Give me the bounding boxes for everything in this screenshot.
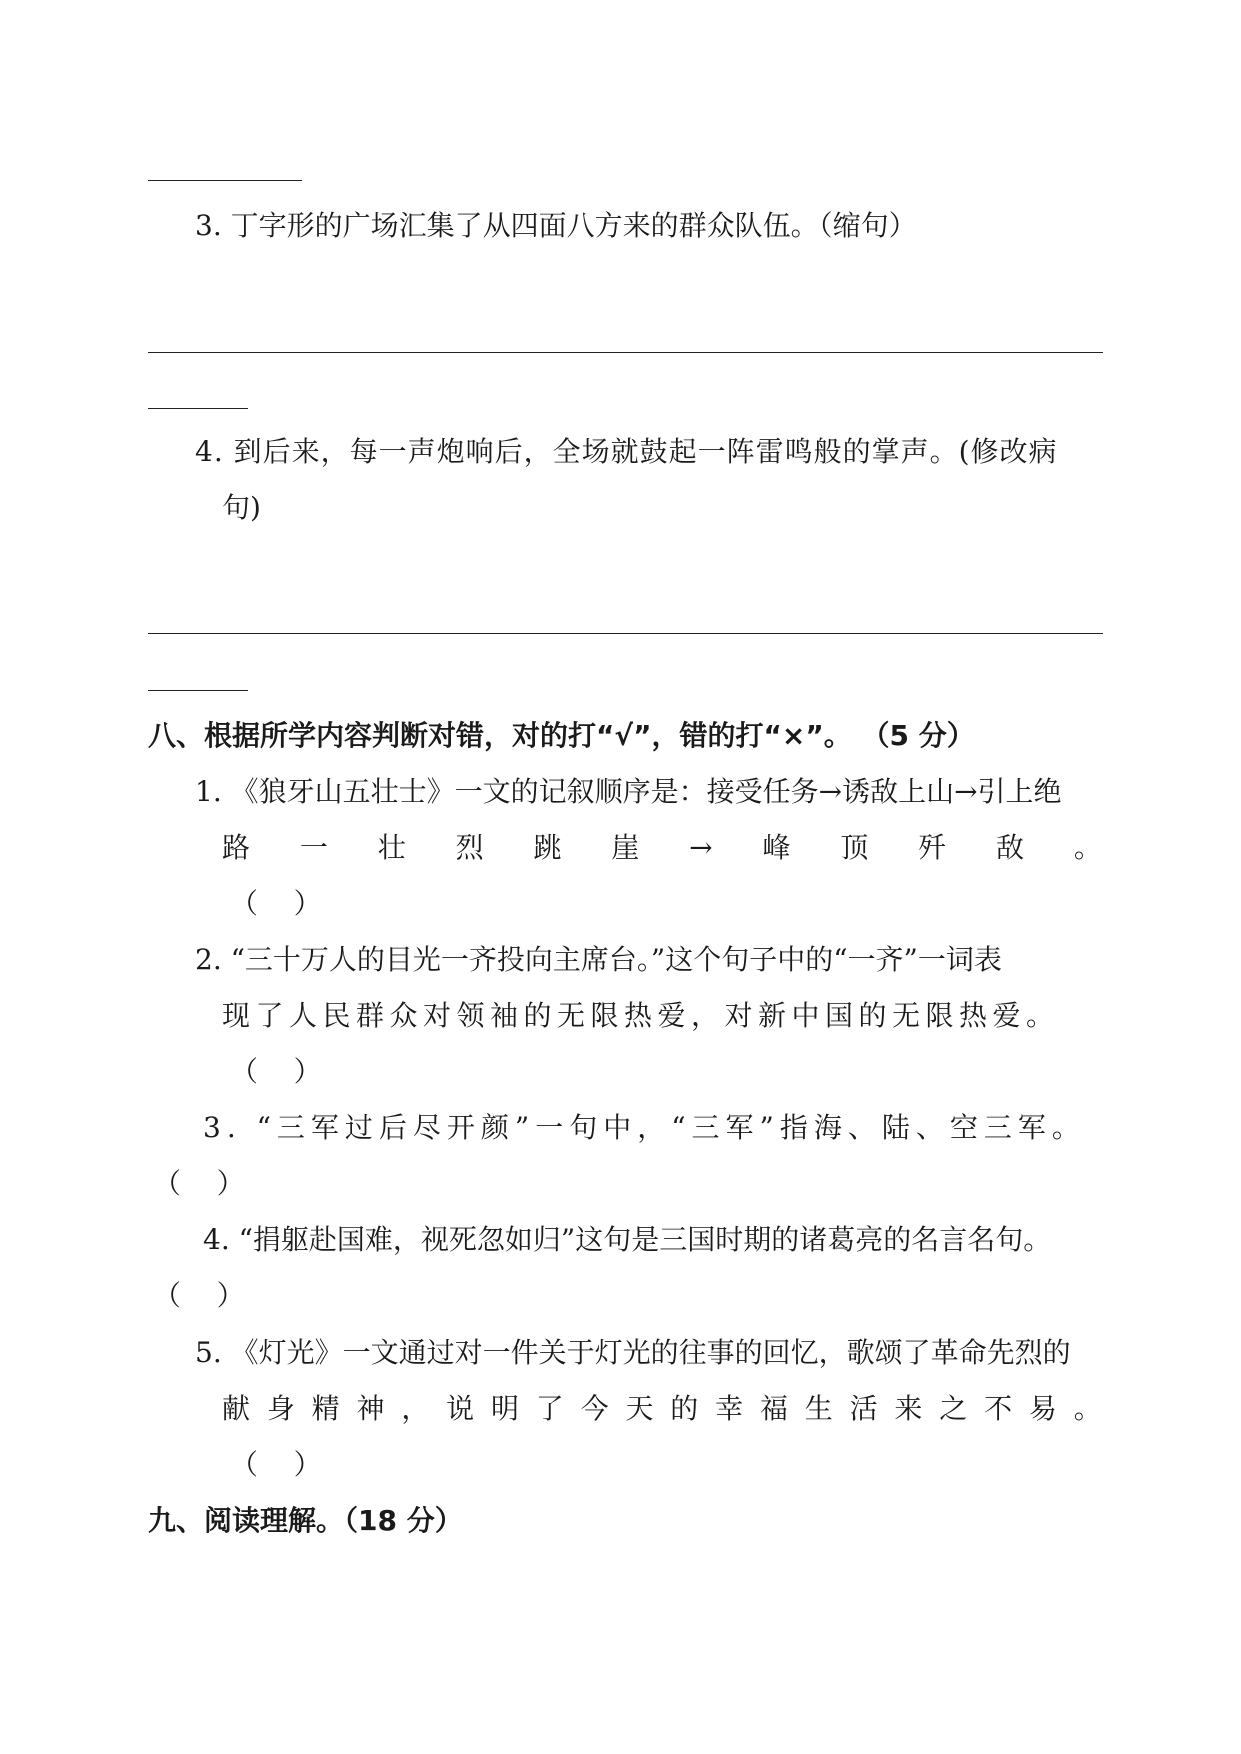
spread-char: 跳 — [533, 831, 562, 864]
spread-char: 一 — [299, 831, 328, 864]
spread-char: 幸 — [715, 1392, 744, 1425]
spread-char: 歼 — [918, 831, 947, 864]
answer-parentheses[interactable]: （ ） — [153, 1167, 245, 1200]
spread-char: 崖 — [611, 831, 640, 864]
answer-line — [148, 633, 1103, 634]
spread-char: 献 — [222, 1392, 251, 1425]
spread-char: 不 — [984, 1392, 1013, 1425]
answer-parentheses[interactable]: （ ） — [230, 1448, 322, 1481]
spread-char: → — [689, 831, 713, 864]
spread-char: 路 — [222, 831, 251, 864]
spread-char: 之 — [939, 1392, 968, 1425]
spread-char: 今 — [580, 1392, 609, 1425]
spread-char: 壮 — [377, 831, 406, 864]
judgment-item-1: 1. 《狼牙山五壮士》一文的记叙顺序是：接受任务→诱敌上山→引上绝 — [195, 775, 1062, 808]
judgment-item-2: 2. “三十万人的目光一齐投向主席台。”这个句子中的“一齐”一词表 — [195, 943, 1002, 976]
judgment-item-2-cont: 现了人民群众对领袖的无限热爱，对新中国的无限热爱。 — [222, 999, 1060, 1032]
judgment-item-5: 5. 《灯光》一文通过对一件关于灯光的往事的回忆，歌颂了革命先烈的 — [195, 1336, 1071, 1369]
spread-char: 活 — [849, 1392, 878, 1425]
spread-char: 峰 — [762, 831, 791, 864]
answer-line — [148, 180, 302, 181]
section-8-heading: 八、根据所学内容判断对错，对的打“√”，错的打“×”。 （5 分） — [148, 719, 975, 752]
spread-char: 说 — [446, 1392, 475, 1425]
spread-char: 。 — [1073, 831, 1102, 864]
spread-char: 生 — [804, 1392, 833, 1425]
answer-line — [148, 408, 248, 409]
spread-char: 来 — [894, 1392, 923, 1425]
question-4-text: 4. 到后来，每一声炮响后，全场就鼓起一阵雷鸣般的掌声。(修改病 — [195, 435, 1058, 468]
answer-parentheses[interactable]: （ ） — [230, 1055, 322, 1088]
spread-char: ， — [401, 1392, 430, 1425]
spread-char: 天 — [625, 1392, 654, 1425]
spread-char: 神 — [356, 1392, 385, 1425]
spread-char: 福 — [759, 1392, 788, 1425]
spread-char: 身 — [266, 1392, 295, 1425]
answer-line — [148, 352, 1103, 353]
answer-line — [148, 690, 248, 691]
answer-parentheses[interactable]: （ ） — [153, 1279, 245, 1312]
judgment-item-1-cont — [222, 828, 1102, 868]
spread-char: 的 — [670, 1392, 699, 1425]
spread-char: 精 — [311, 1392, 340, 1425]
section-9-heading: 九、阅读理解。（18 分） — [148, 1504, 463, 1537]
spread-char: 烈 — [455, 831, 484, 864]
question-3-text: 3. 丁字形的广场汇集了从四面八方来的群众队伍。（缩句） — [195, 209, 917, 242]
judgment-item-4: 4. “捐躯赴国难，视死忽如归”这句是三国时期的诸葛亮的名言名句。 — [203, 1223, 1052, 1256]
spread-char: 敌 — [996, 831, 1025, 864]
spread-char: 。 — [1073, 1392, 1102, 1425]
judgment-item-5-cont — [222, 1389, 1102, 1429]
spread-char: 易 — [1028, 1392, 1057, 1425]
spread-char: 了 — [535, 1392, 564, 1425]
judgment-item-3: 3. “三军过后尽开颜”一句中，“三军”指海、陆、空三军。 — [203, 1111, 1086, 1144]
spread-char: 顶 — [840, 831, 869, 864]
question-4-text-cont: 句) — [222, 491, 261, 524]
answer-parentheses[interactable]: （ ） — [230, 887, 322, 920]
spread-char: 明 — [490, 1392, 519, 1425]
